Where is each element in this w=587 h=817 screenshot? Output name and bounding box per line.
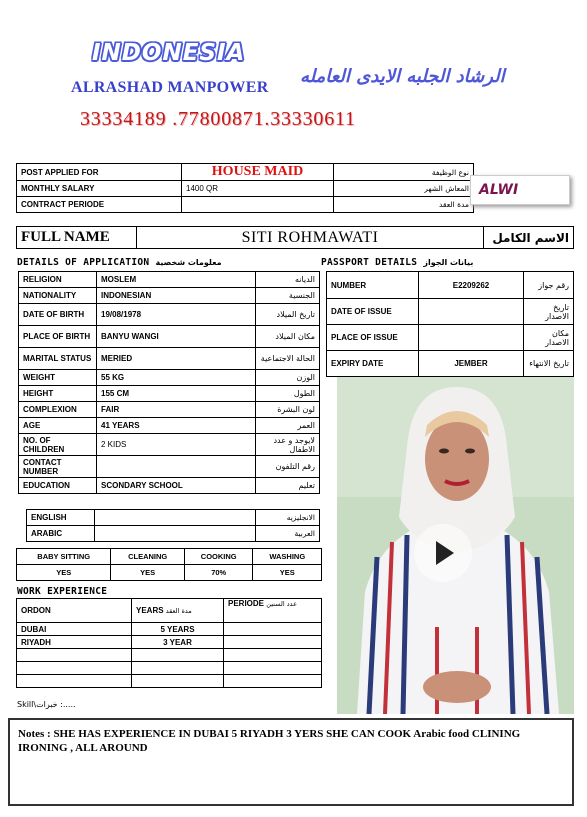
work-table xyxy=(16,598,322,688)
passport-label: NUMBER xyxy=(327,272,419,299)
passport-label-ar: تاريخ الانتهاء xyxy=(524,351,574,377)
skill-value: YES xyxy=(111,565,185,581)
work-period xyxy=(224,675,322,688)
passport-label-ar: رقم جواز xyxy=(524,272,574,299)
details-title-text: DETAILS OF APPLICATION xyxy=(17,257,150,268)
detail-label: MARITAL STATUS xyxy=(19,348,97,370)
language-label-ar: العربية xyxy=(256,526,320,542)
work-col-period-ar: عدد السنين xyxy=(266,600,297,608)
table-row xyxy=(27,526,320,542)
detail-label-ar: الحالة الاجتماعية xyxy=(256,348,320,370)
detail-label: PLACE OF BIRTH xyxy=(19,326,97,348)
skill-header: WASHING xyxy=(253,549,322,565)
skill-value: 70% xyxy=(184,565,253,581)
detail-value: 155 CM xyxy=(97,386,256,402)
language-label: ENGLISH xyxy=(27,510,95,526)
detail-label: NATIONALITY xyxy=(19,288,97,304)
skill-header: BABY SITTING xyxy=(17,549,111,565)
salary-label-ar: المعاش الشهر xyxy=(334,181,474,197)
work-period xyxy=(224,649,322,662)
table-row xyxy=(19,402,320,418)
table-row xyxy=(19,370,320,386)
notes-text: : SHE HAS EXPERIENCE IN DUBAI 5 RIYADH 3 YERS SHE CAN COOK Arabic food CLINING IRONING , ALL AROUND xyxy=(18,728,521,754)
table-row xyxy=(19,304,320,326)
work-place xyxy=(17,675,132,688)
detail-value: 55 KG xyxy=(97,370,256,386)
skill-value: YES xyxy=(17,565,111,581)
work-col-place: ORDON xyxy=(17,599,132,623)
skills-value-row xyxy=(17,565,322,581)
notes-label: Notes xyxy=(18,728,45,740)
post-table xyxy=(16,163,474,213)
notes-box xyxy=(8,718,574,806)
detail-label: WEIGHT xyxy=(19,370,97,386)
agent-name-box: ALWI xyxy=(470,175,570,205)
contract-value xyxy=(182,197,334,213)
language-value xyxy=(95,526,256,542)
work-years xyxy=(132,675,224,688)
table-row xyxy=(27,510,320,526)
table-row xyxy=(19,478,320,494)
detail-value: 2 KIDS xyxy=(97,434,256,456)
detail-value: 19/08/1978 xyxy=(97,304,256,326)
phone-numbers: 33334189 .77800871.33330611 xyxy=(80,108,356,130)
post-value: HOUSE MAID xyxy=(182,164,334,181)
detail-label-ar: العمر xyxy=(256,418,320,434)
detail-label-ar: تعليم xyxy=(256,478,320,494)
detail-label: AGE xyxy=(19,418,97,434)
detail-value: FAIR xyxy=(97,402,256,418)
passport-value: JEMBER xyxy=(419,351,524,377)
details-title-ar: معلومات شخصية xyxy=(155,258,222,267)
table-row xyxy=(327,351,574,377)
passport-label: DATE OF ISSUE xyxy=(327,299,419,325)
detail-label: CONTACT NUMBER xyxy=(19,456,97,478)
detail-label-ar: الوزن xyxy=(256,370,320,386)
table-row xyxy=(19,418,320,434)
detail-label: HEIGHT xyxy=(19,386,97,402)
contract-label: CONTRACT PERIODE xyxy=(17,197,182,213)
passport-table xyxy=(326,271,574,377)
skill-header: CLEANING xyxy=(111,549,185,565)
detail-label: EDUCATION xyxy=(19,478,97,494)
salary-label: MONTHLY SALARY xyxy=(17,181,182,197)
work-years xyxy=(132,649,224,662)
salary-value: 1400 QR xyxy=(182,181,334,197)
country-logo: INDONESIA xyxy=(92,40,246,66)
detail-value: INDONESIAN xyxy=(97,288,256,304)
passport-title-ar: بيانات الجواز xyxy=(423,258,474,267)
work-col-years: YEARS xyxy=(136,606,164,615)
post-label: POST APPLIED FOR xyxy=(17,164,182,181)
table-row xyxy=(17,227,574,249)
work-place xyxy=(17,649,132,662)
detail-label: NO. OF CHILDREN xyxy=(19,434,97,456)
company-name: ALRASHAD MANPOWER xyxy=(71,79,269,96)
language-value xyxy=(95,510,256,526)
languages-table xyxy=(26,509,320,542)
work-place: DUBAI xyxy=(17,623,132,636)
detail-label-ar: الجنسية xyxy=(256,288,320,304)
work-years xyxy=(132,662,224,675)
passport-label: EXPIRY DATE xyxy=(327,351,419,377)
work-years: 5 YEARS xyxy=(132,623,224,636)
passport-value xyxy=(419,325,524,351)
work-col-years-cell xyxy=(132,599,224,623)
work-title: WORK EXPERIENCE xyxy=(17,586,108,597)
detail-label-ar: تاريخ الميلاد xyxy=(256,304,320,326)
passport-title-text: PASSPORT DETAILS xyxy=(321,257,418,268)
table-row xyxy=(327,325,574,351)
table-row xyxy=(17,623,322,636)
table-row xyxy=(17,636,322,649)
skill-header: COOKING xyxy=(184,549,253,565)
detail-value: 41 YEARS xyxy=(97,418,256,434)
passport-label-ar: مكان الاصدار xyxy=(524,325,574,351)
company-name-arabic: الرشاد الجلبه الايدى العامله xyxy=(300,66,505,87)
detail-label-ar: لايوجد و عدد الاطفال xyxy=(256,434,320,456)
skill-line: Skill\خبرات :..... xyxy=(17,700,76,709)
table-row xyxy=(17,181,474,197)
passport-value: E2209262 xyxy=(419,272,524,299)
passport-label: PLACE OF ISSUE xyxy=(327,325,419,351)
table-row xyxy=(17,675,322,688)
detail-value: MERIED xyxy=(97,348,256,370)
skills-header-row xyxy=(17,549,322,565)
table-row xyxy=(19,288,320,304)
table-row xyxy=(17,164,474,181)
passport-label-ar: تاريخ الاصدار xyxy=(524,299,574,325)
work-period xyxy=(224,636,322,649)
passport-title xyxy=(321,257,473,268)
detail-value: SCONDARY SCHOOL xyxy=(97,478,256,494)
contract-label-ar: مدة العقد xyxy=(334,197,474,213)
table-row xyxy=(19,326,320,348)
table-row xyxy=(19,434,320,456)
work-col-period-cell xyxy=(224,599,322,623)
table-row xyxy=(17,649,322,662)
work-col-period: PERIODE xyxy=(228,599,265,608)
details-table xyxy=(18,271,320,494)
detail-value xyxy=(97,456,256,478)
work-place xyxy=(17,662,132,675)
table-row xyxy=(327,299,574,325)
detail-label-ar: رقم التلفون xyxy=(256,456,320,478)
detail-label-ar: مكان الميلاد xyxy=(256,326,320,348)
table-row xyxy=(17,662,322,675)
detail-value: MOSLEM xyxy=(97,272,256,288)
work-period xyxy=(224,662,322,675)
table-row xyxy=(327,272,574,299)
table-row xyxy=(17,197,474,213)
detail-label: COMPLEXION xyxy=(19,402,97,418)
skill-value: YES xyxy=(253,565,322,581)
work-period xyxy=(224,623,322,636)
table-row xyxy=(19,456,320,478)
work-years: 3 YEAR xyxy=(132,636,224,649)
language-label: ARABIC xyxy=(27,526,95,542)
detail-label-ar: الديانه xyxy=(256,272,320,288)
fullname-value: SITI ROHMAWATI xyxy=(137,227,484,249)
detail-label: RELIGION xyxy=(19,272,97,288)
detail-label-ar: لون البشرة xyxy=(256,402,320,418)
work-place: RIYADH xyxy=(17,636,132,649)
passport-value xyxy=(419,299,524,325)
work-header-row xyxy=(17,599,322,623)
table-row xyxy=(19,348,320,370)
language-label-ar: الانجليزيه xyxy=(256,510,320,526)
play-button-icon[interactable] xyxy=(414,524,472,582)
table-row xyxy=(19,272,320,288)
fullname-label: FULL NAME xyxy=(17,227,137,249)
fullname-label-ar: الاسم الكامل xyxy=(484,227,574,249)
skills-table xyxy=(16,548,322,581)
details-title xyxy=(17,257,222,268)
post-label-ar: نوع الوظيفة xyxy=(334,164,474,181)
fullname-table xyxy=(16,226,574,249)
work-col-years-ar: مدة العقد xyxy=(165,607,192,615)
table-row xyxy=(19,386,320,402)
detail-label: DATE OF BIRTH xyxy=(19,304,97,326)
detail-label-ar: الطول xyxy=(256,386,320,402)
detail-value: BANYU WANGI xyxy=(97,326,256,348)
